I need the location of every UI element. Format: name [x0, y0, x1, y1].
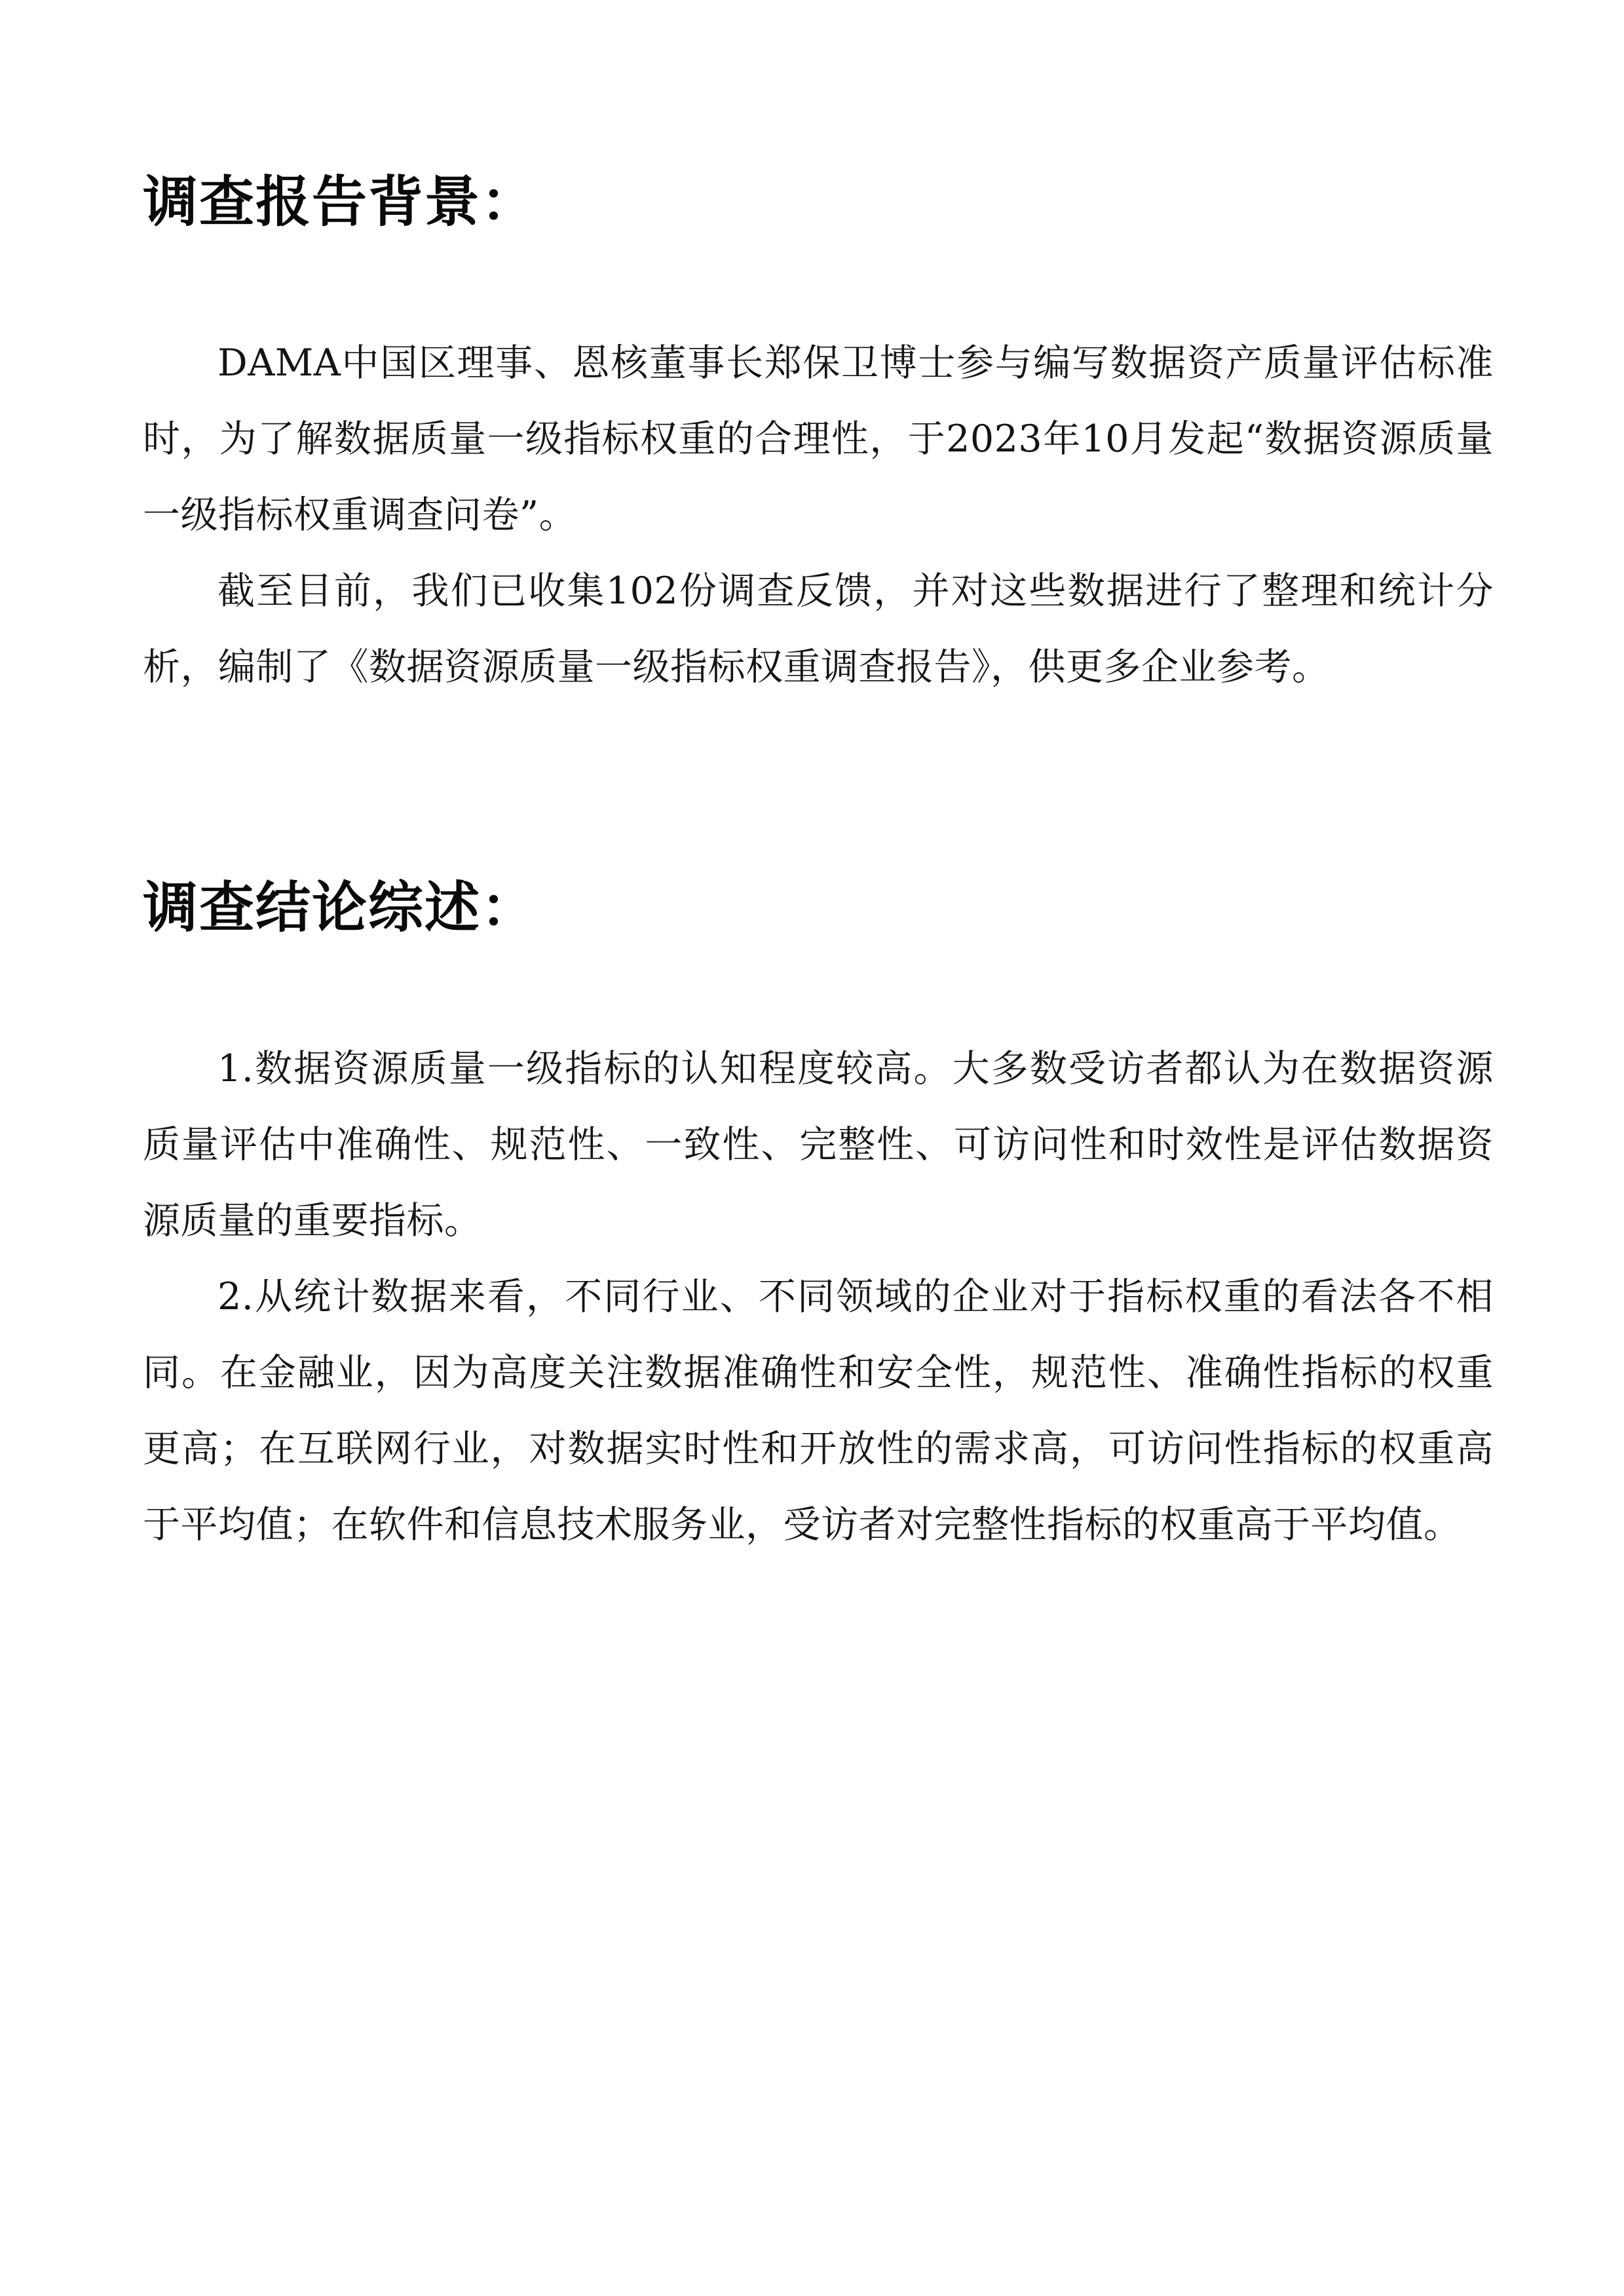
background-section	[143, 163, 1494, 705]
conclusion-body	[143, 1031, 1494, 1563]
conclusion-section	[143, 868, 1494, 1563]
background-paragraph-1: DAMA中国区理事、恩核董事长郑保卫博士参与编写数据资产质量评估标准时，为了解数据质量一级指标权重的合理性，于2023年10月发起“数据资源质量一级指标权重调查问卷”。	[143, 341, 1494, 537]
conclusion-paragraph-1: 1.数据资源质量一级指标的认知程度较高。大多数受访者都认为在数据资源质量评估中准确性、规范性、一致性、完整性、可访问性和时效性是评估数据资源质量的重要指标。	[143, 1047, 1494, 1242]
background-heading: 调查报告背景：	[143, 170, 538, 234]
conclusion-heading: 调查结论综述：	[143, 875, 538, 940]
conclusion-paragraph-2: 2.从统计数据来看，不同行业、不同领域的企业对于指标权重的看法各不相同。在金融业，因为高度关注数据准确性和安全性，规范性、准确性指标的权重更高；在互联网行业，对数据实时性和开放性的需求高，可访问性指标的权重高于平均值；在软件和信息技术服务业，受访者对完整性指标的权重高于平均值。	[143, 1275, 1494, 1546]
background-body	[143, 325, 1494, 705]
background-paragraph-2: 截至目前，我们已收集102份调查反馈，并对这些数据进行了整理和统计分析，编制了《数据资源质量一级指标权重调查报告》，供更多企业参考。	[143, 569, 1494, 689]
